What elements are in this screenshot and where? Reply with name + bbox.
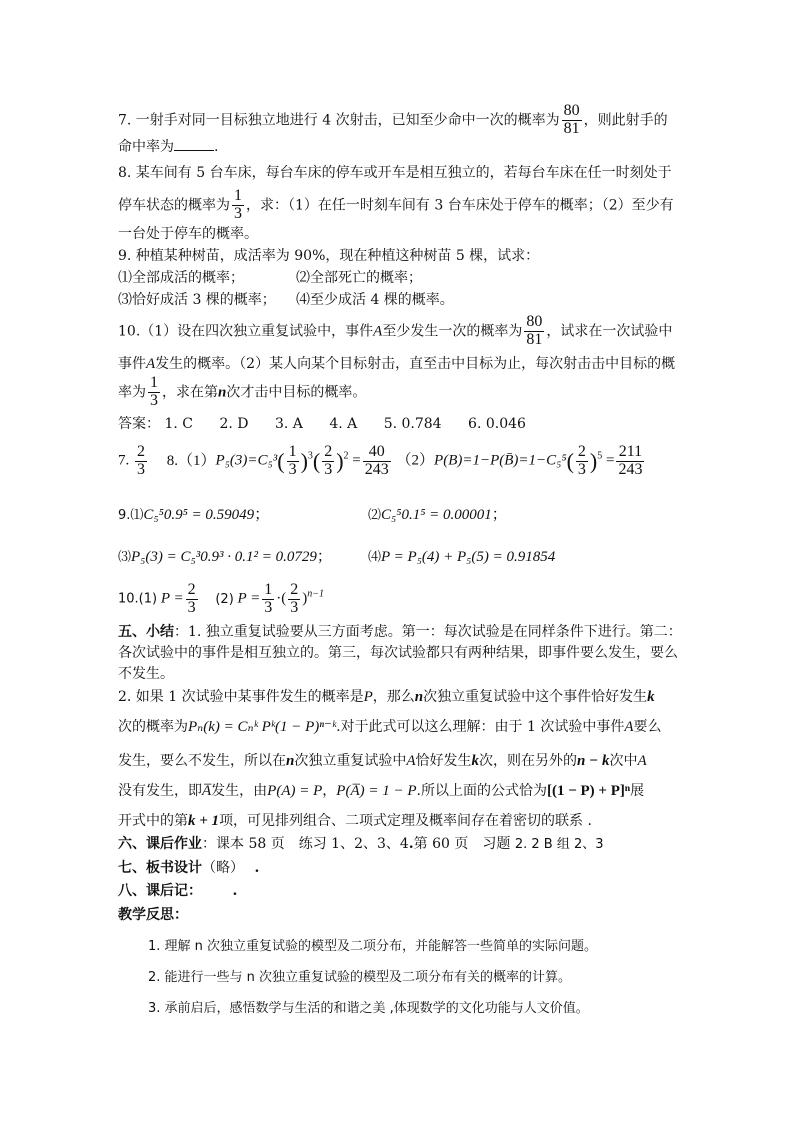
homework-text3: 2. 2 B 组 2、3 [514,837,604,852]
summary-p2-line2 [118,718,662,737]
p2-line5-text: 开式中的第 [118,813,188,829]
q8-frac-den: 3 [234,204,242,222]
a10-label1: 10.(1) [118,591,158,607]
a8-res1-num: 40 [368,443,385,460]
reflection-item: 3. 承前启后，感悟数学与生活的和谐之美 ,体现数学的文化功能与人文价值。 [148,1001,589,1016]
a10-f3-num: 2 [290,581,299,598]
a8-f1-den: 3 [288,460,297,478]
p2-line3-mid1: 次独立重复试验中 [294,753,407,769]
summary-line1 [118,624,682,642]
answers-label: 答案： [118,416,160,432]
p2-line3-after: 次中 [609,753,638,769]
q10-line1 [118,314,672,349]
q7-frac-den: 81 [563,119,580,137]
a9-1-expr: C₅⁵0.9⁵ = 0.59049 [143,507,255,523]
q10-line3-after: 次才击中目标的概率。 [226,384,367,401]
answer-item: 3. A [274,416,303,432]
var-k: k [471,753,480,769]
q7-line2-text: 命中率为 [118,139,174,155]
a8-res1-den: 243 [364,460,389,478]
var-k: k [647,689,655,705]
a9-2-expr: C₅⁵0.1⁵ = 0.00001 [381,507,492,523]
answer-blank [174,136,214,151]
a8-f2-num: 2 [324,443,333,460]
q9-item4: ⑷至少成活 4 棵的概率。 [296,292,454,308]
board-heading: 七、板书设计 [118,860,202,876]
a8-frac3 [576,444,588,479]
homework-text2: 第 60 页 习题 [413,836,511,852]
summary-p2-line1 [118,688,655,707]
a10-frac1 [186,582,198,617]
q10-line3-text: 率为 [118,384,146,401]
a9-1-label: 9.⑴ [118,508,144,523]
q10-line2 [118,355,675,374]
paren: ) [336,448,344,474]
binomial-formula: Pₙ(k) = Cₙᵏ Pᵏ(1 − P)ⁿ⁻ᵏ [188,719,337,735]
a9-1-end: ； [254,507,270,523]
p2-line3-text: 发生，要么不发生，所以在 [118,753,286,769]
paren: ( [566,448,574,474]
var-a: A [406,753,416,769]
p2-line2-end: 要么 [633,719,662,735]
answers-9-row2 [118,548,556,567]
summary-p2-line3 [118,752,647,771]
k-plus-1: k + 1 [188,813,220,829]
binomial-expansion: [(1 − P) + P]ⁿ [546,783,631,799]
a8-f3-den: 3 [577,460,586,478]
p2-line2-after: .对于此式可以这么理解：由于 1 次试验中事件 [336,719,625,735]
a9-3-end: ； [316,549,332,565]
a10-p-eq2: P = [237,590,261,607]
homework-line: 六、课后作业：课本 58 页 练习 1、2、3、4.第 60 页 习题 2. 2 B 组 2、3 [118,836,604,852]
a8-result2 [616,444,644,479]
q7-line1 [118,103,668,138]
q9-item2: ⑵全部死亡的概率； [296,270,422,286]
summary-p2-line4 [118,782,644,801]
q7-fraction [562,103,582,138]
homework-text: ：课本 58 页 练习 1、2、3、4 [202,836,409,852]
a7-den: 3 [137,460,145,478]
p2-line3-mid3: 次，则在另外的 [479,753,578,769]
board-text: （略） [202,860,244,876]
var-p: P [363,689,373,705]
answer-item: 1. C [164,416,193,432]
a8-res2-num: 211 [618,443,643,460]
q9-item1: ⑴全部成活的概率； [118,270,244,286]
var-a: A [637,753,647,769]
p2-line4-mid: 发生，由 [211,783,268,799]
a8-f2-den: 3 [324,460,333,478]
answers-7-8: 7. $\frac{2}{3}$ 8.（1）P₅(3)=C₅³( $\frac{1}{3}$ )$^3$( $\frac{2}{3}$ )$^2$ = $\frac{40}{243}$ （2）P(B)=1−P(B̄)=1−C₅⁵( $\frac{2}{3}$ )$^5$ = $\frac{211}{243}$ [118,443,643,478]
reflection-item: 2. 能进行一些与 n 次独立重复试验的模型及二项分布有关的概率的计算。 [148,970,572,985]
a8-p1-lhs: P₅(3)=C₅³ [215,452,278,469]
a9-2-end: ； [491,507,507,523]
var-a: A [624,719,634,735]
q10-line2-after: 发生的概率。（2）某人向某个目标射击，直至击中目标为止，每次射击击中目标的概 [155,356,676,372]
var-n: n [218,384,227,401]
answers-10 [118,582,324,617]
a10-exp: n−1 [307,588,325,600]
a10-close: ) [302,590,308,607]
board-design-line [118,860,259,878]
a9-2-label: ⑵ [368,508,382,523]
a8-frac2 [322,444,334,479]
a10-f1-den: 3 [187,598,196,616]
q8-line2 [118,188,674,223]
answers-9-row1 [118,506,507,525]
a8-f3-num: 2 [577,443,586,460]
reflection-heading: 教学反思： [118,907,188,923]
q8-line3: 一台处于停车的概率。 [118,226,258,242]
q10-frac-den: 81 [526,330,543,348]
p2-line4-text: 没有发生，即 [118,783,202,799]
a8-f1-num: 1 [288,443,297,460]
a8-result1 [363,444,391,479]
a9-2 [368,506,507,525]
q9-items-row1 [118,270,422,288]
q9-items-row2 [118,292,454,310]
a-bar: A̅ [202,783,212,799]
q10-line3-mid: ，求在第 [162,384,218,401]
a9-4 [368,548,555,567]
a9-4-expr: P = P₅(4) + P₅(5) = 0.91854 [381,549,556,565]
a8-label: 8.（1） [166,452,216,469]
a10-label2: (2) [215,591,234,607]
q10-text-after: ，试求在一次试验中 [546,323,673,340]
a8-p2-label: （2） [396,452,435,469]
answer-item: 4. A [329,416,358,432]
a10-f1-num: 2 [187,581,196,598]
q8-fraction [232,188,244,223]
q8-line2-text: 停车状态的概率为 [118,197,230,214]
a8-p2-lhs: P(B)=1−P(B̄)=1−C₅⁵ [434,452,567,469]
answer-item: 5. 0.784 [383,416,442,432]
q7-text-after: ，则此射手的 [583,112,668,129]
a9-3-expr: P₅(3) = C₅³0.9³ · 0.1² = 0.0729 [131,549,317,565]
p2-text-mid: ，那么 [372,689,415,705]
q10-line3 [118,375,366,410]
q10-frac2-num: 1 [150,374,158,391]
board-end: . [254,860,260,876]
p2-line5-after: 项，可见排列组合、二项式定理及概率间存在着密切的联系 . [219,813,592,829]
q8-frac-num: 1 [234,187,242,204]
a10-f3-den: 3 [290,598,299,616]
p2-text: 2. 如果 1 次试验中某事件发生的概率是 [118,689,364,705]
notes-line [118,883,237,901]
a9-4-label: ⑷ [368,550,382,565]
a10-f2-num: 1 [264,581,273,598]
a9-3-label: ⑶ [118,550,132,565]
q8-line1: 8. 某车间有 5 台车床，每台车床的停车或开车是相互独立的，若每台车床在任一时刻处于 [118,165,672,181]
var-n: n [286,753,295,769]
a7-fraction [135,444,147,479]
summary-p2-line5 [118,812,592,831]
answer-item: 2. D [219,416,249,432]
answers-row [118,416,526,434]
reflection-item: 1. 理解 n 次独立重复试验的模型及二项分布，并能解答一些简单的实际问题。 [148,939,598,954]
p2-line3-mid2: 恰好发生 [415,753,472,769]
q10-frac2-den: 3 [150,391,158,409]
paren: ( [312,448,321,474]
p-of-a: P(A) = P [267,783,323,799]
var-a: A [146,356,156,372]
q10-text: 10.（1）设在四次独立重复试验中，事件 [118,323,374,340]
q7-line2-end: . [214,139,219,155]
q10-line2-text: 事件 [118,356,146,372]
q9-item3: ⑶恰好成活 3 棵的概率； [118,292,276,308]
a7-num: 2 [137,443,145,460]
a10-p-eq: P = [160,590,184,607]
q7-frac-num: 80 [563,102,580,119]
summary-line2: 各次试验中的事件是相互独立的。第三，每次试验都只有两种结果，即事件要么发生，要么 [118,645,678,661]
summary-text1: ：1. 独立重复试验要从三方面考虑。第一：每次试验是在同样条件下进行。第二： [174,624,682,640]
q10-text-mid: 至少发生一次的概率为 [382,323,523,340]
a10-dot: ·( [276,590,287,607]
q10-fraction2 [148,375,160,410]
a10-frac3 [288,582,300,617]
p2-line4-end: 展 [630,783,645,799]
var-a: A [373,323,383,340]
summary-heading: 五、小结 [118,624,174,640]
p2-line4-after: .所以上面的公式恰为 [416,783,547,799]
q7-line2 [118,136,218,157]
q10-fraction [524,314,544,349]
a8-frac1 [287,444,299,479]
n-minus-k: n − k [577,753,610,769]
p-of-a-bar: P(A̅) = 1 − P [336,783,417,799]
summary-line3: 不发生。 [118,666,174,682]
a7-label: 7. [118,452,130,469]
p2-sep: ， [322,783,337,799]
q8-line2-after: ，求：（1）在任一时刻车间有 3 台车床处于停车的概率；（2）至少有 [246,197,674,214]
homework-heading: 六、课后作业 [118,836,202,852]
a10-frac2 [262,582,274,617]
q9-line1: 9. 种植某种树苗，成活率为 90%，现在种植这种树苗 5 棵，试求： [118,248,540,264]
p2-line2-text: 次的概率为 [118,719,188,735]
paren: ) [300,448,308,474]
q7-text: 7. 一射手对同一目标独立地进行 4 次射击，已知至少命中一次的概率为 [118,112,560,129]
a8-res2-den: 243 [618,460,643,478]
notes-end: . [232,883,238,899]
paren: ( [277,448,285,474]
a10-f2-den: 3 [264,598,273,616]
paren: ) [589,448,598,474]
p2-text-after: 次独立重复试验中这个事件恰好发生 [423,689,648,705]
notes-heading: 八、课后记： [118,883,202,899]
answer-item: 6. 0.046 [468,416,526,432]
var-n: n [414,689,424,705]
q10-frac-num: 80 [526,313,543,330]
